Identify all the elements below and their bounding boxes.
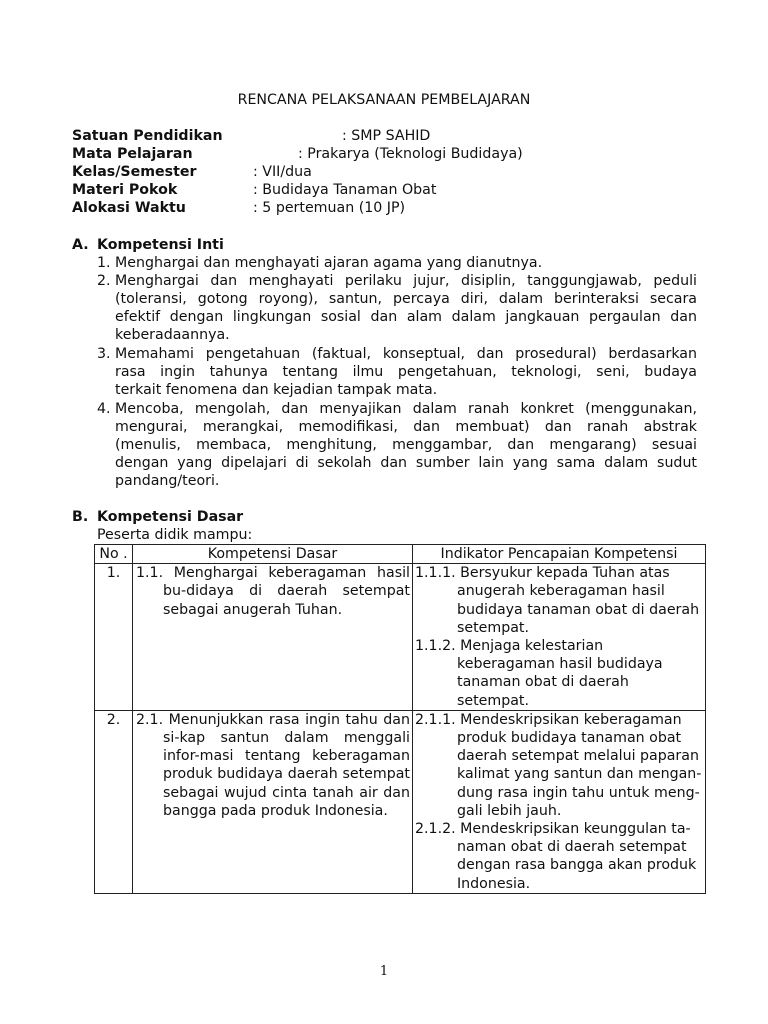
identity-label: Kelas/Semester bbox=[72, 164, 197, 180]
ki-item-number: 1. bbox=[97, 255, 111, 271]
ki-item-line: keberadaannya. bbox=[115, 327, 230, 343]
section-b-intro: Peserta didik mampu: bbox=[97, 527, 253, 543]
kompetensi-dasar-table bbox=[94, 544, 706, 894]
row-number: 2. bbox=[95, 710, 133, 893]
indicator-text: 1.1.1. Bersyukur kepada Tuhan atas anugerah keberagaman hasil budidaya tanaman obat di daerah setempat. bbox=[415, 565, 700, 636]
identity-value: : VII/dua bbox=[253, 164, 312, 180]
ki-item-line: Menghargai dan menghayati ajaran agama yang dianutnya. bbox=[115, 255, 543, 271]
ki-item-line: mengurai, merangkai, memodifikasi, dan membuat) dan ranah abstrak bbox=[115, 419, 697, 435]
kd-text: 1.1. Menghargai keberagaman hasil bu-didaya di daerah setempat sebagai anugerah Tuhan. bbox=[136, 565, 410, 618]
ki-item-line: Memahami pengetahuan (faktual, konseptual, dan prosedural) berdasarkan bbox=[115, 346, 697, 362]
identity-label: Alokasi Waktu bbox=[72, 200, 186, 216]
header-no: No . bbox=[95, 545, 133, 564]
indicator-text: 1.1.2. Menjaga kelestarian keberagaman hasil budidaya tanaman obat di daerah setempat. bbox=[415, 638, 663, 709]
section-b-letter: B. bbox=[72, 509, 89, 525]
row-number: 1. bbox=[95, 564, 133, 711]
identity-value: : Prakarya (Teknologi Budidaya) bbox=[298, 146, 523, 162]
section-a-heading: Kompetensi Inti bbox=[97, 237, 224, 253]
identity-value: : 5 pertemuan (10 JP) bbox=[253, 200, 406, 216]
section-b-heading: Kompetensi Dasar bbox=[97, 509, 244, 525]
indicator-cell bbox=[413, 710, 706, 893]
ki-item-line: Mencoba, mengolah, dan menyajikan dalam ranah konkret (menggunakan, bbox=[115, 401, 697, 417]
table-header-row bbox=[95, 545, 706, 564]
indicator-text: 2.1.1. Mendeskripsikan keberagaman produk budidaya tanaman obat daerah setempat melalui paparan kalimat yang santun dan mengan-dung rasa ingin tahu untuk meng-gali lebih jauh. bbox=[415, 711, 702, 819]
identity-label: Satuan Pendidikan bbox=[72, 128, 223, 144]
table-row bbox=[95, 710, 706, 893]
kd-cell bbox=[133, 710, 413, 893]
ki-item-number: 3. bbox=[97, 346, 111, 362]
identity-value: : SMP SAHID bbox=[342, 128, 431, 144]
kd-cell bbox=[133, 564, 413, 711]
kd-text: 2.1. Menunjukkan rasa ingin tahu dan si-kap santun dalam menggali infor-masi tentang keberagaman produk budidaya daerah setempat sebagai wujud cinta tanah air dan bangga pada produk Indonesia. bbox=[136, 711, 410, 819]
ki-item-number: 4. bbox=[97, 401, 111, 417]
page-number: 1 bbox=[379, 964, 389, 979]
ki-item-line: pandang/teori. bbox=[115, 473, 220, 489]
indicator-text: 2.1.2. Mendeskripsikan keunggulan ta-naman obat di daerah setempat dengan rasa bangga akan produk Indonesia. bbox=[415, 821, 697, 892]
document-title: RENCANA PELAKSANAAN PEMBELAJARAN bbox=[237, 92, 531, 108]
ki-item-line: efektif dengan lingkungan sosial dan alam dalam jangkauan pergaulan dan bbox=[115, 309, 697, 325]
ki-item-line: Menghargai dan menghayati perilaku jujur, disiplin, tanggungjawab, peduli bbox=[115, 273, 697, 289]
ki-item-line: (menulis, membaca, menghitung, menggambar, dan mengarang) sesuai bbox=[115, 437, 697, 453]
identity-label: Materi Pokok bbox=[72, 182, 178, 198]
header-kompetensi-dasar: Kompetensi Dasar bbox=[133, 545, 413, 564]
ki-item-line: (toleransi, gotong royong), santun, percaya diri, dalam berinteraksi secara bbox=[115, 291, 697, 307]
identity-label: Mata Pelajaran bbox=[72, 146, 193, 162]
section-a-letter: A. bbox=[72, 237, 89, 253]
ki-item-number: 2. bbox=[97, 273, 111, 289]
identity-value: : Budidaya Tanaman Obat bbox=[253, 182, 437, 198]
header-indikator: Indikator Pencapaian Kompetensi bbox=[413, 545, 706, 564]
table-row bbox=[95, 564, 706, 711]
indicator-cell bbox=[413, 564, 706, 711]
ki-item-line: rasa ingin tahunya tentang ilmu pengetahuan, teknologi, seni, budaya bbox=[115, 364, 697, 380]
ki-item-line: dengan yang dipelajari di sekolah dan sumber lain yang sama dalam sudut bbox=[115, 455, 697, 471]
ki-item-line: terkait fenomena dan kejadian tampak mata. bbox=[115, 382, 438, 398]
